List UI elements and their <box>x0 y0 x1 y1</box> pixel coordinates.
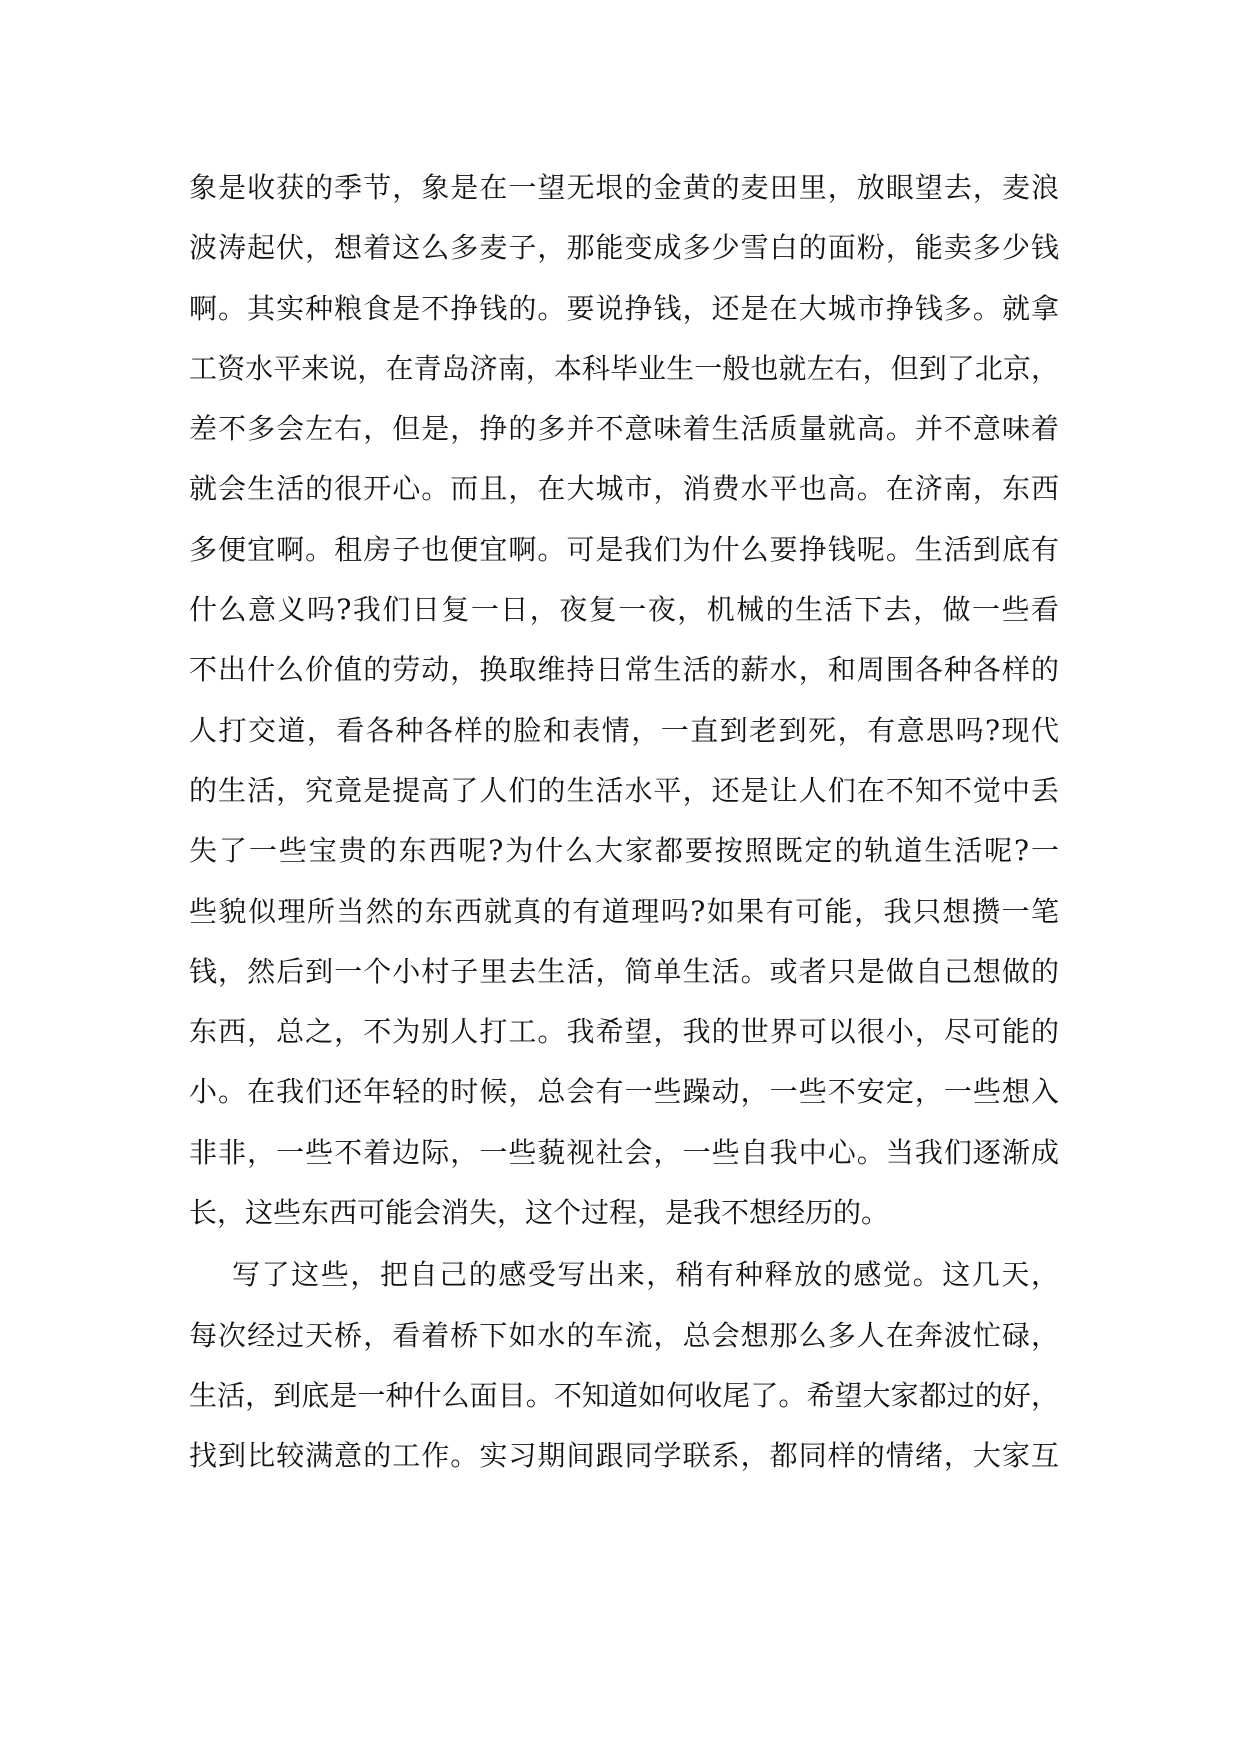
text-line: 失了一些宝贵的东西呢?为什么大家都要按照既定的轨道生活呢?一 <box>189 834 1059 868</box>
paragraph-2 <box>189 1245 1059 1486</box>
text-line: 差不多会左右，但是，挣的多并不意味着生活质量就高。并不意味着 <box>189 412 1059 446</box>
text-line: 工资水平来说，在青岛济南，本科毕业生一般也就左右，但到了北京， <box>189 351 1059 385</box>
body-text <box>189 158 1059 1487</box>
text-line: 写了这些，把自己的感受写出来，稍有种释放的感觉。这几天， <box>232 1258 1059 1292</box>
text-line: 东西，总之，不为别人打工。我希望，我的世界可以很小，尽可能的 <box>189 1015 1059 1049</box>
text-line: 就会生活的很开心。而且，在大城市，消费水平也高。在济南，东西 <box>189 472 1059 506</box>
text-line: 的生活，究竟是提高了人们的生活水平，还是让人们在不知不觉中丢 <box>189 773 1059 807</box>
text-line: 钱，然后到一个小村子里去生活，简单生活。或者只是做自己想做的 <box>189 954 1059 988</box>
text-line: 人打交道，看各种各样的脸和表情，一直到老到死，有意思吗?现代 <box>189 713 1059 747</box>
paragraph-1 <box>189 158 1059 1243</box>
text-line: 非非，一些不着边际，一些藐视社会，一些自我中心。当我们逐渐成 <box>189 1135 1059 1169</box>
text-line: 象是收获的季节，象是在一望无垠的金黄的麦田里，放眼望去，麦浪 <box>189 171 1059 204</box>
text-line: 小。在我们还年轻的时候，总会有一些躁动，一些不安定，一些想入 <box>189 1075 1059 1109</box>
text-line: 什么意义吗?我们日复一日，夜复一夜，机械的生活下去，做一些看 <box>189 593 1059 627</box>
text-line: 每次经过天桥，看着桥下如水的车流，总会想那么多人在奔波忙碌， <box>189 1318 1059 1352</box>
text-line: 找到比较满意的工作。实习期间跟同学联系，都同样的情绪，大家互 <box>189 1439 1059 1473</box>
text-line: 波涛起伏，想着这么多麦子，那能变成多少雪白的面粉，能卖多少钱 <box>189 231 1059 265</box>
text-line: 些貌似理所当然的东西就真的有道理吗?如果有可能，我只想攒一笔 <box>189 894 1059 928</box>
text-line: 长，这些东西可能会消失，这个过程，是我不想经历的。 <box>189 1196 890 1230</box>
text-line: 啊。其实种粮食是不挣钱的。要说挣钱，还是在大城市挣钱多。就拿 <box>189 291 1059 325</box>
text-line: 生活，到底是一种什么面目。不知道如何收尾了。希望大家都过的好， <box>189 1378 1059 1412</box>
text-line: 不出什么价值的劳动，换取维持日常生活的薪水，和周围各种各样的 <box>189 653 1059 687</box>
text-line: 多便宜啊。租房子也便宜啊。可是我们为什么要挣钱呢。生活到底有 <box>189 532 1059 566</box>
